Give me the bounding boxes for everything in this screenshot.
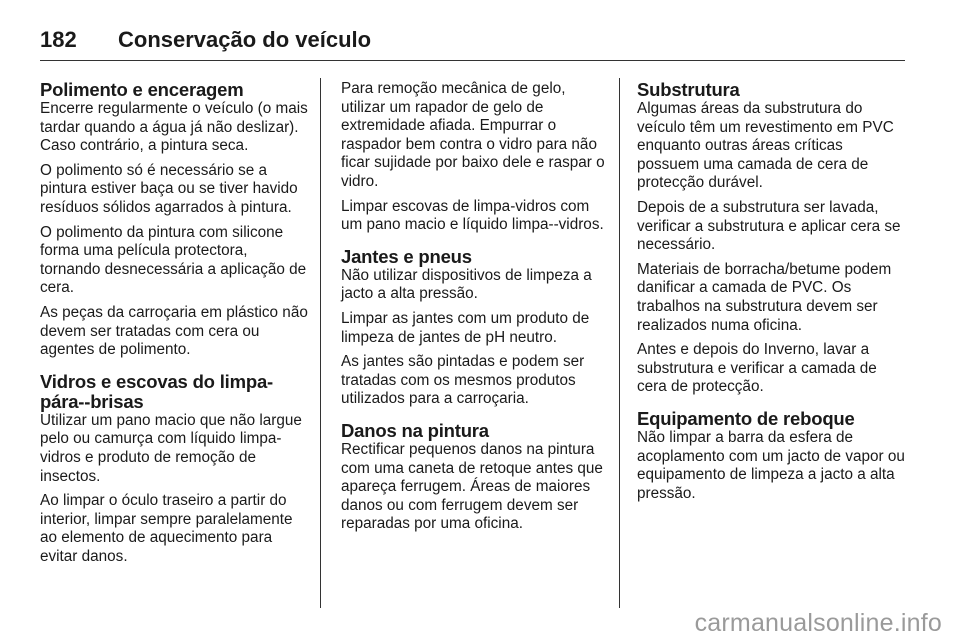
page-title: Conservação do veículo: [118, 27, 372, 52]
paragraph: Limpar escovas de limpa-vidros com um pano macio e líquido limpa--vidros.: [341, 197, 604, 234]
paragraph: Materiais de borracha/betume podem danificar a camada de PVC. Os trabalhos na substrutura devem ser realizados numa oficina.: [637, 260, 892, 334]
column-right: [637, 80, 907, 509]
heading-wheels-tyres: Jantes e pneus: [341, 245, 472, 267]
paragraph: As peças da carroçaria em plástico não devem ser tratadas com cera ou agentes de polimento.: [40, 303, 308, 359]
paragraph: O polimento da pintura com silicone forma uma película protectora, tornando desnecessária a aplicação de cera.: [40, 223, 307, 297]
heading-paint-damage: Danos na pintura: [341, 419, 489, 441]
page-header: [40, 20, 905, 61]
heading-polishing: Polimento e enceragem: [40, 79, 244, 100]
paragraph: As jantes são pintadas e podem ser tratadas com os mesmos produtos utilizados para a carroçaria.: [341, 353, 585, 408]
paragraph: Antes e depois do Inverno, lavar a substrutura e verificar a camada de cera de protecção.: [637, 341, 877, 396]
heading-underbody: Substrutura: [637, 79, 740, 100]
page-number: 182: [40, 27, 77, 52]
watermark: carmanualsonline.info: [694, 609, 942, 637]
paragraph: Utilizar um pano macio que não largue pelo ou camurça com líquido limpa-vidros e produto de remoção de insectos.: [40, 411, 302, 485]
paragraph: Limpar as jantes com um produto de limpeza de jantes de pH neutro.: [341, 309, 590, 346]
column-left: [40, 80, 310, 572]
paragraph: Não utilizar dispositivos de limpeza a jacto a alta pressão.: [341, 266, 592, 303]
paragraph: Depois de a substrutura ser lavada, verificar a substrutura e aplicar cera se necessário.: [637, 198, 901, 254]
column-divider-right: [619, 78, 620, 608]
paragraph: Algumas áreas da substrutura do veículo têm um revestimento em PVC enquanto outras áreas críticas possuem uma camada de cera de protecção durável.: [637, 100, 894, 192]
paragraph: Encerre regularmente o veículo (o mais tardar quando a água já não deslizar). Caso contrário, a pintura seca.: [40, 100, 308, 155]
paragraph: Ao limpar o óculo traseiro a partir do interior, limpar sempre paralelamente ao elemento de aquecimento para evitar danos.: [40, 492, 293, 565]
column-divider-left: [320, 78, 321, 608]
paragraph: Para remoção mecânica de gelo, utilizar um rapador de gelo de extremidade afiada. Empurrar o raspador bem contra o vidro para não ficar sujidade por baixo dele e raspar o vidro.: [341, 80, 605, 190]
paragraph: Não limpar a barra da esfera de acoplamento com um jacto de vapor ou equipamento de limpeza a jacto a alta pressão.: [637, 428, 905, 502]
paragraph: Rectificar pequenos danos na pintura com uma caneta de retoque antes que apareça ferrugem. Áreas de maiores danos ou com ferrugem devem ser reparadas por uma oficina.: [341, 440, 603, 533]
paragraph: O polimento só é necessário se a pintura estiver baça ou se tiver havido resíduos sólidos agarrados à pintura.: [40, 161, 298, 216]
column-middle: [341, 80, 611, 540]
heading-towing-equipment: Equipamento de reboque: [637, 407, 855, 429]
heading-windows-wipers: Vidros e escovas do limpa-pára--brisas: [40, 370, 273, 412]
